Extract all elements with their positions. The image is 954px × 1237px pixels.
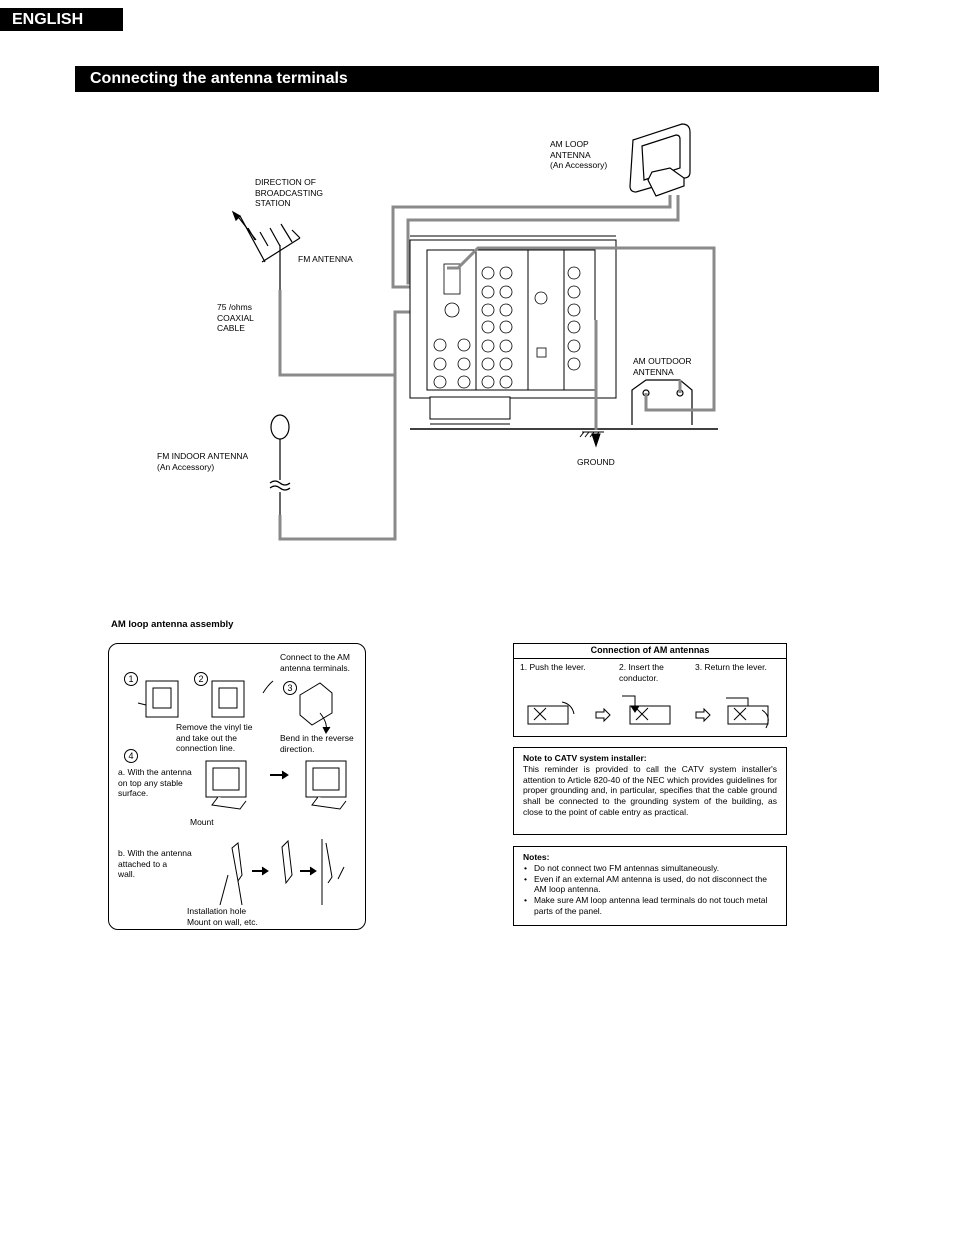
step-b-text: b. With the antenna attached to a wall.: [118, 848, 192, 879]
step-3-marker: 3: [283, 681, 297, 695]
notes-title: Notes:: [523, 852, 550, 862]
step-1-marker: 1: [124, 672, 138, 686]
catv-note-body: This reminder is provided to call the CATV system installer's attention to Article 820-40 of the NEC which provides guidelines for proper grounding and, in particular, specifies that the cable ground shall be connected to the grounding system of the building, as close to the point of cable entry as practical.: [523, 763, 777, 817]
note-item: • Even if an external AM antenna is used, do not disconnect the AM loop antenna.: [534, 874, 777, 896]
installation-text: Installation hole Mount on wall, etc.: [187, 906, 258, 927]
bend-text: Bend in the reverse direction.: [280, 733, 354, 754]
ground-label: GROUND: [577, 457, 615, 467]
am-loop-antenna-label: AM LOOP ANTENNA (An Accessory): [550, 139, 608, 170]
note-item: • Make sure AM loop antenna lead terminals do not touch metal parts of the panel.: [534, 895, 777, 917]
step-a-text: a. With the antenna on top any stable surface.: [118, 767, 192, 798]
remove-tie-text: Remove the vinyl tie and take out the connection line.: [176, 722, 253, 753]
notes-list: [523, 863, 777, 917]
assembly-heading: AM loop antenna assembly: [111, 619, 234, 630]
direction-station-label: DIRECTION OF BROADCASTING STATION: [255, 177, 324, 208]
mount-text: Mount: [190, 817, 214, 827]
am-outdoor-antenna-icon: [632, 380, 692, 425]
receiver-rear-panel: [410, 236, 616, 424]
fm-indoor-cable: [280, 312, 395, 539]
connection-step-1: 1. Push the lever.: [520, 662, 586, 672]
connection-illustrations: [520, 692, 780, 732]
step-2-marker: 2: [194, 672, 208, 686]
note-item: • Do not connect two FM antennas simultaneously.: [534, 863, 777, 874]
am-loop-antenna-icon: [630, 124, 690, 196]
fm-indoor-antenna-icon: [270, 415, 290, 515]
connect-text: Connect to the AM antenna terminals.: [280, 652, 350, 673]
section-title: Connecting the antenna terminals: [75, 66, 879, 92]
am-outdoor-antenna-label: AM OUTDOOR ANTENNA: [633, 356, 692, 377]
catv-note-box: [513, 747, 787, 835]
step-4-marker: 4: [124, 749, 138, 763]
fm-antenna-icon: [233, 212, 300, 375]
catv-note-title: Note to CATV system installer:: [523, 753, 647, 763]
coaxial-cable-label: 75 /ohms COAXIAL CABLE: [217, 302, 254, 333]
notes-box: [513, 846, 787, 926]
fm-indoor-antenna-label: FM INDOOR ANTENNA (An Accessory): [157, 451, 249, 472]
ground-icon: [580, 432, 604, 446]
fm-antenna-label: FM ANTENNA: [298, 254, 353, 264]
language-tab: ENGLISH: [0, 8, 123, 31]
connection-step-3: 3. Return the lever.: [695, 662, 767, 672]
connection-title: Connection of AM antennas: [514, 644, 786, 659]
connection-step-2: 2. Insert the conductor.: [619, 662, 664, 683]
